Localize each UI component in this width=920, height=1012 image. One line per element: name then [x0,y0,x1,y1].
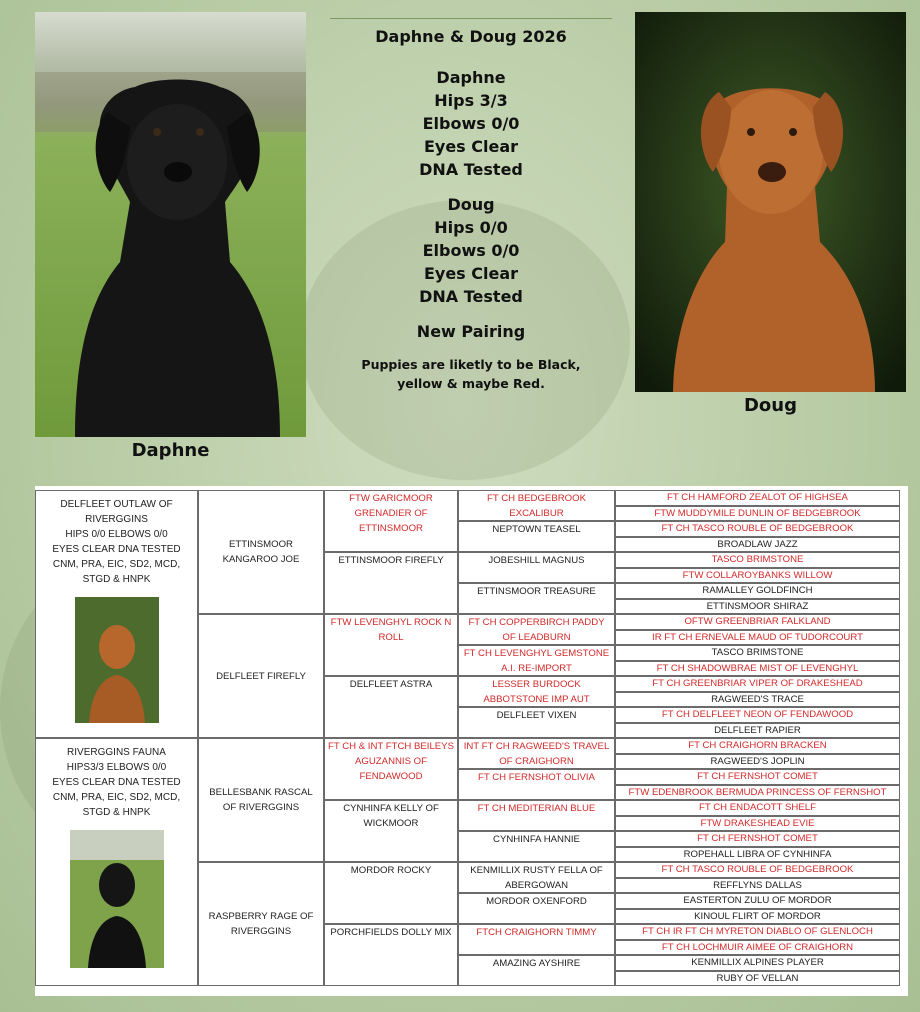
pedigree-g5-cell: REFFLYNS DALLAS [615,878,900,894]
pedigree-g4-cell: ETTINSMOOR TREASURE [458,583,615,614]
pedigree-g4-cell: FT CH FERNSHOT OLIVIA [458,769,615,800]
pedigree-g4-cell: NEPTOWN TEASEL [458,521,615,552]
pedigree-g3-cell: MORDOR ROCKY [324,862,458,924]
pedigree-sire-cell [35,490,198,738]
pedigree-g5-cell: RAGWEED'S JOPLIN [615,754,900,770]
dam-line: STGD & HNPK [82,807,151,818]
pedigree-g5-cell: FT CH GREENBRIAR VIPER OF DRAKESHEAD [615,676,900,692]
pedigree-g5-cell: RAMALLEY GOLDFINCH [615,583,900,599]
doug-caption: Doug [743,395,797,416]
sire-line: HIPS 0/0 ELBOWS 0/0 [65,529,168,540]
pedigree-g5-cell: TASCO BRIMSTONE [615,645,900,661]
pedigree-g5-cell: ETTINSMOOR SHIRAZ [615,599,900,615]
sire-name: Doug [447,195,495,214]
dam-line: HIPS3/3 ELBOWS 0/0 [66,762,167,773]
pedigree-g5-cell: EASTERTON ZULU OF MORDOR [615,893,900,909]
pedigree-g5-cell: FT CH IR FT CH MYRETON DIABLO OF GLENLOCH [615,924,900,940]
sire-line: RIVERGGINS [85,514,148,525]
pedigree-g5-cell: FTW COLLAROYBANKS WILLOW [615,568,900,584]
pedigree-g5-cell: BROADLAW JAZZ [615,537,900,553]
pedigree-g4-cell: FT CH LEVENGHYL GEMSTONE A.I. RE-IMPORT [458,645,615,676]
sire-line: EYES CLEAR DNA TESTED [52,544,181,555]
divider [330,18,612,19]
sire-line: DELFLEET OUTLAW OF [60,499,173,510]
pedigree-g4-cell: AMAZING AYSHIRE [458,955,615,986]
pedigree-g5-cell: FT CH SHADOWBRAE MIST OF LEVENGHYL [615,661,900,677]
pedigree-g5-cell: RUBY OF VELLAN [615,971,900,987]
pedigree-g5-cell: KINOUL FLIRT OF MORDOR [615,909,900,925]
pedigree-g4-cell: DELFLEET VIXEN [458,707,615,738]
dam-line: EYES CLEAR DNA TESTED [52,777,181,788]
pedigree-g3-cell: FTW GARICMOOR GRENADIER OF ETTINSMOOR [324,490,458,552]
sire-dna: DNA Tested [419,287,523,306]
dam-hips: Hips 3/3 [434,91,508,110]
page-title: Daphne & Doug 2026 [375,27,567,46]
sire-line: STGD & HNPK [82,574,151,585]
pedigree-g2-cell: RASPBERRY RAGE OF RIVERGGINS [198,862,324,986]
pedigree-g5-cell: FT CH ENDACOTT SHELF [615,800,900,816]
pedigree-g3-cell: FT CH & INT FTCH BEILEYS AGUZANNIS OF FENDAWOOD [324,738,458,800]
pedigree-g5-cell: FTW EDENBROOK BERMUDA PRINCESS OF FERNSHOT [615,785,900,801]
pedigree-g4-cell: FTCH CRAIGHORN TIMMY [458,924,615,955]
pedigree-g4-cell: FT CH COPPERBIRCH PADDY OF LEADBURN [458,614,615,645]
pedigree-g5-cell: FT CH FERNSHOT COMET [615,831,900,847]
pedigree-g4-cell: KENMILLIX RUSTY FELLA OF ABERGOWAN [458,862,615,893]
doug-photo [635,12,906,392]
pedigree-g5-cell: FT CH TASCO ROUBLE OF BEDGEBROOK [615,521,900,537]
pedigree-g4-cell: INT FT CH RAGWEED'S TRAVEL OF CRAIGHORN [458,738,615,769]
dam-line: RIVERGGINS FAUNA [67,747,166,758]
pedigree-g5-cell: IR FT CH ERNEVALE MAUD OF TUDORCOURT [615,630,900,646]
daphne-photo [35,12,306,437]
pedigree-g4-cell: CYNHINFA HANNIE [458,831,615,862]
dam-dna: DNA Tested [419,160,523,179]
pedigree-g5-cell: OFTW GREENBRIAR FALKLAND [615,614,900,630]
pedigree-g5-cell: KENMILLIX ALPINES PLAYER [615,955,900,971]
pedigree-g5-cell: TASCO BRIMSTONE [615,552,900,568]
pedigree-g3-cell: CYNHINFA KELLY OF WICKMOOR [324,800,458,862]
pedigree-g4-cell: MORDOR OXENFORD [458,893,615,924]
info-panel [330,18,612,393]
pedigree-g5-cell: RAGWEED'S TRACE [615,692,900,708]
puppies-note-line2: yellow & maybe Red. [397,376,545,391]
pedigree-table [35,486,908,996]
pedigree-g5-cell: FTW DRAKESHEAD EVIE [615,816,900,832]
pedigree-g5-cell: DELFLEET RAPIER [615,723,900,739]
pedigree-g3-cell: ETTINSMOOR FIREFLY [324,552,458,614]
pedigree-g4-cell: JOBESHILL MAGNUS [458,552,615,583]
pedigree-g3-cell: PORCHFIELDS DOLLY MIX [324,924,458,986]
dam-eyes: Eyes Clear [423,137,519,156]
dam-name: Daphne [436,68,506,87]
pedigree-g4-cell: FT CH MEDITERIAN BLUE [458,800,615,831]
pedigree-g5-cell: FT CH CRAIGHORN BRACKEN [615,738,900,754]
daphne-caption: Daphne [131,440,210,461]
pedigree-g5-cell: FT CH FERNSHOT COMET [615,769,900,785]
pedigree-g5-cell: FT CH HAMFORD ZEALOT OF HIGHSEA [615,490,900,506]
pedigree-g5-cell: FT CH DELFLEET NEON OF FENDAWOOD [615,707,900,723]
sire-thumbnail-photo [75,597,159,723]
pedigree-g3-cell: FTW LEVENGHYL ROCK N ROLL [324,614,458,676]
black-labrador-photo [35,12,306,437]
sire-elbows: Elbows 0/0 [422,241,520,260]
dam-thumbnail-photo [70,830,164,968]
sire-line: CNM, PRA, EIC, SD2, MCD, [52,559,181,570]
puppies-note-line1: Puppies are liketly to be Black, [361,357,581,372]
pedigree-g4-cell: FT CH BEDGEBROOK EXCALIBUR [458,490,615,521]
pedigree-g5-cell: FTW MUDDYMILE DUNLIN OF BEDGEBROOK [615,506,900,522]
pedigree-g2-cell: ETTINSMOOR KANGAROO JOE [198,490,324,614]
pedigree-g2-cell: DELFLEET FIREFLY [198,614,324,738]
pedigree-g2-cell: BELLESBANK RASCAL OF RIVERGGINS [198,738,324,862]
pedigree-g4-cell: LESSER BURDOCK ABBOTSTONE IMP AUT [458,676,615,707]
pedigree-g5-cell: FT CH TASCO ROUBLE OF BEDGEBROOK [615,862,900,878]
sire-eyes: Eyes Clear [423,264,519,283]
pedigree-g3-cell: DELFLEET ASTRA [324,676,458,738]
pedigree-dam-cell [35,738,198,986]
fox-red-labrador-photo [635,12,906,392]
sire-hips: Hips 0/0 [434,218,508,237]
pedigree-g5-cell: FT CH LOCHMUIR AIMEE OF CRAIGHORN [615,940,900,956]
pedigree-g5-cell: ROPEHALL LIBRA OF CYNHINFA [615,847,900,863]
dam-line: CNM, PRA, EIC, SD2, MCD, [52,792,181,803]
pairing-label: New Pairing [416,322,526,341]
dam-elbows: Elbows 0/0 [422,114,520,133]
